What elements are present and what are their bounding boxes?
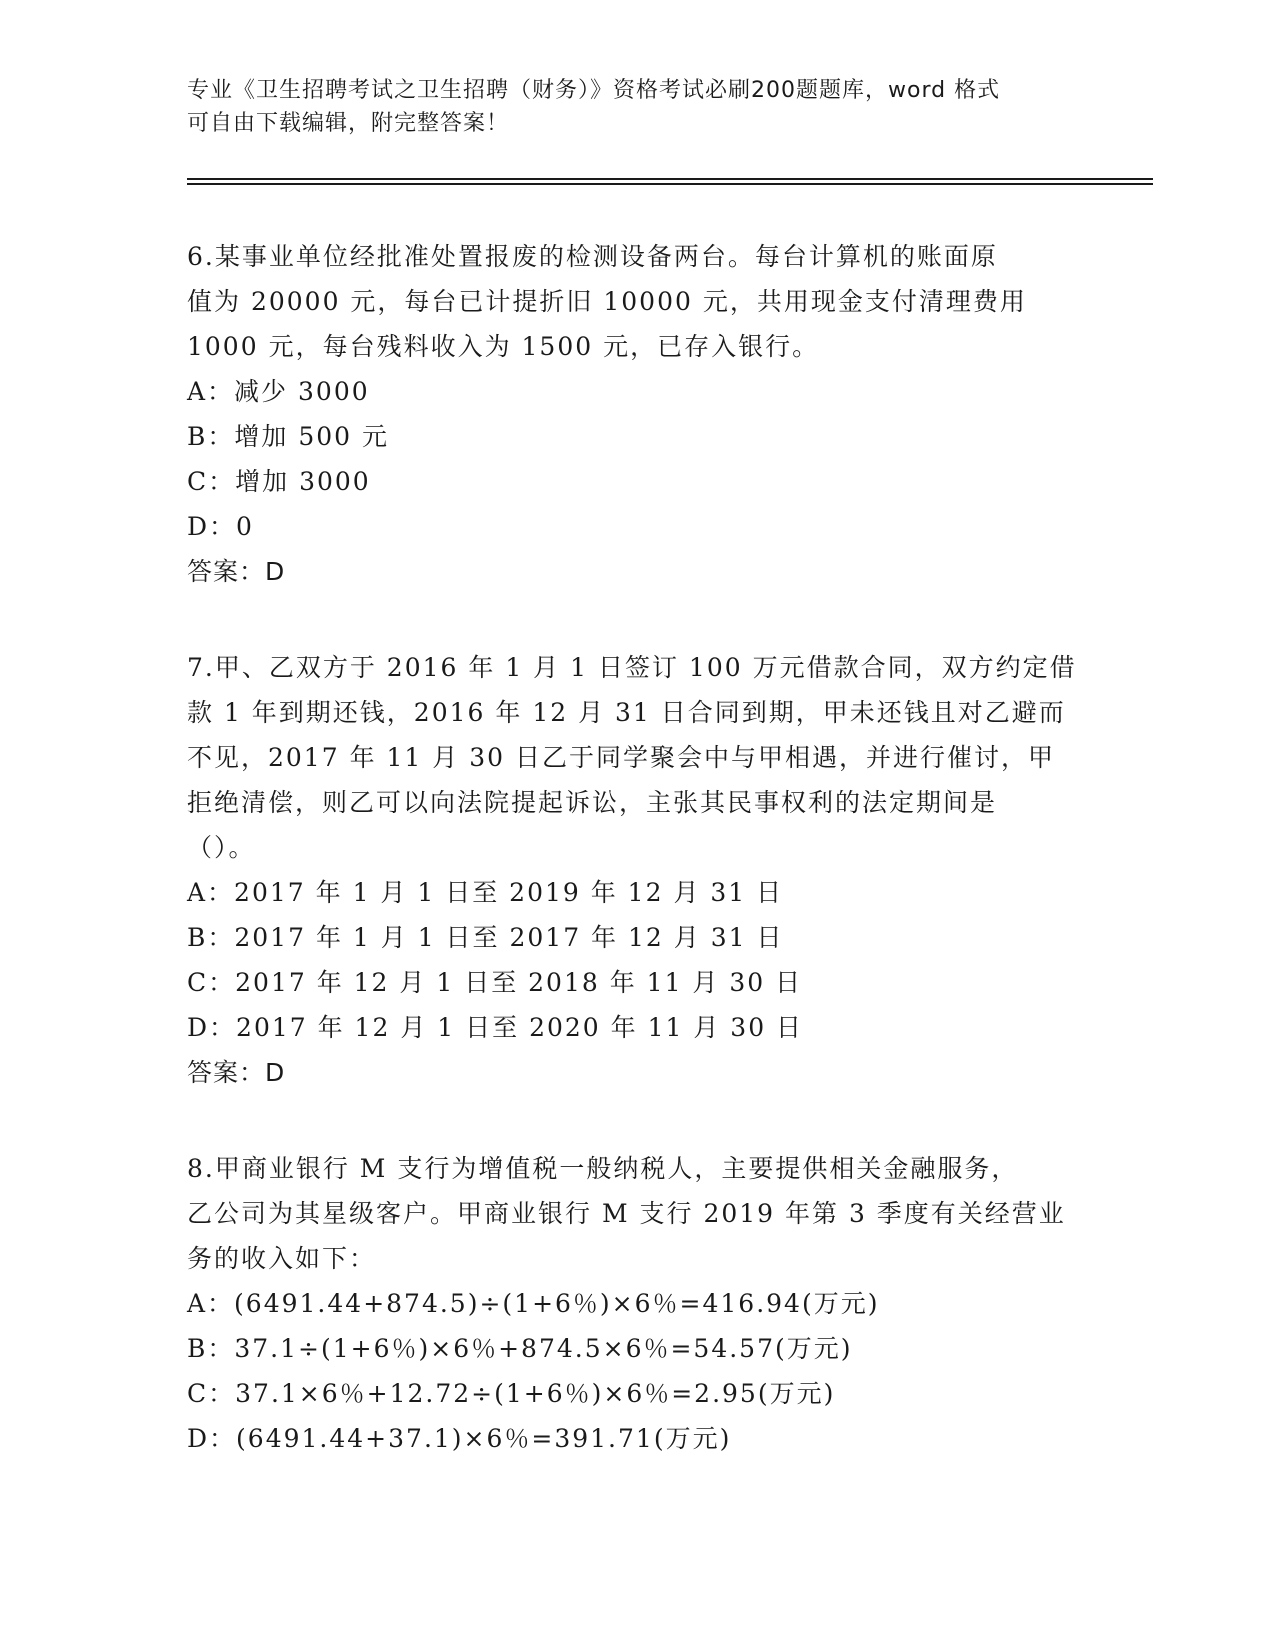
option-a: A：2017 年 1 月 1 日至 2019 年 12 月 31 日 [187, 878, 784, 907]
option-c: C：增加 3000 [187, 467, 371, 496]
option-d: D：(6491.44+37.1)×6％=391.71(万元) [187, 1424, 732, 1453]
header-line-2: 可自由下载编辑，附完整答案！ [187, 111, 510, 136]
question-stem-line: 8.甲商业银行 M 支行为增值税一般纳税人，主要提供相关金融服务， [187, 1154, 1019, 1183]
question-stem-line: 1000 元，每台残料收入为 1500 元，已存入银行。 [187, 332, 820, 361]
question-6 [187, 234, 1077, 594]
option-c: C：2017 年 12 月 1 日至 2018 年 11 月 30 日 [187, 968, 803, 997]
option-d: D：2017 年 12 月 1 日至 2020 年 11 月 30 日 [187, 1013, 804, 1042]
question-8 [187, 1146, 1077, 1461]
option-c: C：37.1×6％+12.72÷(1+6％)×6％=2.95(万元) [187, 1379, 836, 1408]
question-7 [187, 645, 1077, 1095]
option-a: A：(6491.44+874.5)÷(1+6％)×6％=416.94(万元) [187, 1289, 880, 1318]
question-stem-line: 7.甲、乙双方于 2016 年 1 月 1 日签订 100 万元借款合同，双方约定借 [187, 653, 1077, 682]
answer: 答案：D [187, 557, 286, 586]
header-rule-bottom [187, 183, 1153, 185]
question-stem-line: 6.某事业单位经批准处置报废的检测设备两台。每台计算机的账面原 [187, 242, 998, 271]
option-d: D：0 [187, 512, 254, 541]
option-a: A：减少 3000 [187, 377, 370, 406]
question-stem-line: 款 1 年到期还钱，2016 年 12 月 31 日合同到期，甲未还钱且对乙避而 [187, 698, 1066, 727]
question-stem-line: （）。 [187, 833, 256, 862]
document-header [187, 74, 1067, 140]
option-b: B：37.1÷(1+6％)×6％+874.5×6％=54.57(万元) [187, 1334, 853, 1363]
option-b: B：增加 500 元 [187, 422, 389, 451]
question-stem-line: 务的收入如下： [187, 1244, 377, 1273]
option-b: B：2017 年 1 月 1 日至 2017 年 12 月 31 日 [187, 923, 784, 952]
header-line-1: 专业《卫生招聘考试之卫生招聘（财务）》资格考试必刷200题题库，word 格式 [187, 78, 1001, 103]
answer: 答案：D [187, 1058, 286, 1087]
question-stem-line: 乙公司为其星级客户。甲商业银行 M 支行 2019 年第 3 季度有关经营业 [187, 1199, 1066, 1228]
header-rule-top [187, 178, 1153, 180]
question-stem-line: 拒绝清偿，则乙可以向法院提起诉讼，主张其民事权利的法定期间是 [187, 788, 998, 817]
question-stem-line: 不见，2017 年 11 月 30 日乙于同学聚会中与甲相遇，并进行催讨，甲 [187, 743, 1055, 772]
question-stem-line: 值为 20000 元，每台已计提折旧 10000 元，共用现金支付清理费用 [187, 287, 1027, 316]
